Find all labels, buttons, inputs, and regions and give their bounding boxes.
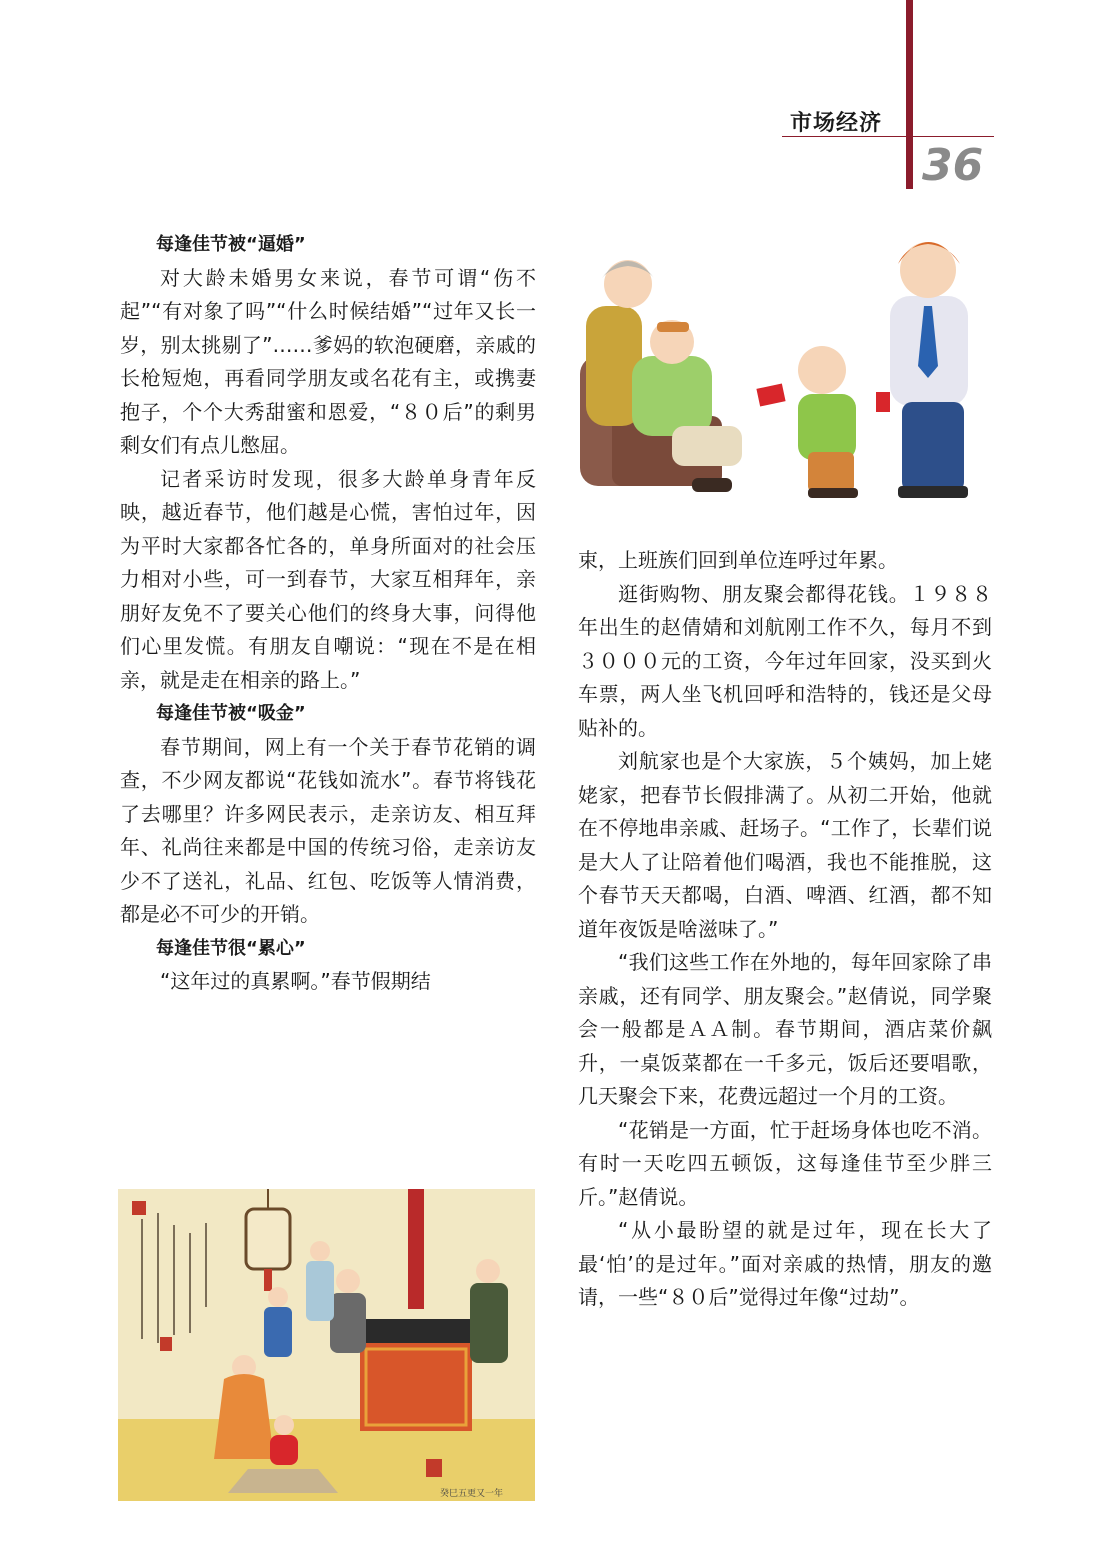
paragraph: “这年过的真累啊。”春节假期结 (160, 969, 431, 993)
grandfather-legs (672, 426, 742, 466)
section-title: 市场经济 (790, 111, 883, 136)
child-head (274, 1415, 294, 1435)
lantern-icon (246, 1209, 290, 1269)
child-robe (270, 1435, 298, 1465)
paragraph: 对大龄未婚男女来说，春节可谓“伤不起”“有对象了吗”“什么时候结婚”“过年又长一岁，别太挑剔了”……爹妈的软泡硬磨，亲戚的长枪短炮，再看同学朋友或名花有主，或携妻抱子，个个大秀甜蜜和恩爱，“８０后”的剩男剩女们有点儿憋屈。 (120, 265, 536, 457)
red-envelope (756, 383, 785, 406)
new-year-painting (118, 1189, 535, 1501)
grandmother-head (604, 260, 652, 308)
figure-robe (264, 1307, 292, 1357)
grandfather-cap (657, 322, 689, 332)
father-head (900, 242, 956, 298)
figure-head (310, 1241, 330, 1261)
child-body (798, 394, 856, 460)
grandfather-shoes (692, 478, 732, 492)
paragraph: 记者采访时发现，很多大龄单身青年反映，越近春节，他们越是心慌，害怕过年，因为平时大家都各忙各的，单身所面对的社会压力相对小些，可一到春节，大家互相拜年，亲朋好友免不了要关心他们的终身大事，问得他们心里发慌。有朋友自嘲说：“现在不是在相亲，就是走在相亲的路上。” (120, 466, 536, 692)
paragraph: 春节期间，网上有一个关于春节花销的调查，不少网友都说“花钱如流水”。春节将钱花了去哪里？许多网民表示，走亲访友、相互拜年、礼尚往来都是中国的传统习俗，走亲访友少不了送礼，礼品、红包、吃饭等人情消费，都是必不可少的开销。 (120, 734, 536, 926)
red-envelope-2 (876, 392, 890, 412)
paragraph: “花销是一方面，忙于赶场身体也吃不消。有时一天吃四五顿饭，这每逢佳节至少胖三斤。”赵倩说。 (578, 1117, 992, 1209)
lantern-tassel (264, 1269, 272, 1291)
figure-robe (470, 1283, 508, 1363)
paragraph: “我们这些工作在外地的，每年回家除了串亲戚，还有同学、朋友聚会。”赵倩说，同学聚会一般都是ＡＡ制。春节期间，酒店菜价飙升，一桌饭菜都在一千多元，饭后还要唱歌，几天聚会下来，花费远超过一个月的工资。 (578, 950, 992, 1108)
painting-caption: 癸巳五更又一年 (440, 1489, 504, 1499)
table-cloth (360, 1343, 472, 1431)
left-column (120, 228, 536, 999)
subheading-3: 每逢佳节很“累心” (156, 937, 306, 959)
family-red-envelope-illustration (572, 226, 994, 506)
seal-stamp-icon (426, 1459, 442, 1477)
subheading-1: 每逢佳节被“逼婚” (156, 234, 306, 255)
figure-head (476, 1259, 500, 1283)
father-shoes (898, 486, 968, 498)
father-trousers (902, 402, 964, 492)
figure-head (336, 1269, 360, 1293)
seal-stamp-icon (160, 1337, 172, 1351)
figure-robe (306, 1261, 334, 1321)
child-shoes (808, 488, 858, 498)
paragraph-continued: 束，上班族们回到单位连呼过年累。 (578, 548, 898, 572)
right-column (578, 544, 992, 1315)
page-number: 36 (922, 140, 984, 191)
child-pants (808, 452, 854, 492)
subheading-2: 每逢佳节被“吸金” (156, 703, 306, 724)
paragraph: 刘航家也是个大家族，５个姨妈，加上姥姥家，把春节长假排满了。从初二开始，他就在不停地串亲戚、赶场子。“工作了，长辈们说是大人了让陪着他们喝酒，我也不能推脱，这个春节天天都喝，白酒、啤酒、红酒，都不知道年夜饭是啥滋味了。” (578, 749, 992, 941)
figure-robe (330, 1293, 366, 1353)
child-head (798, 346, 846, 394)
altar-pillar (408, 1189, 424, 1309)
grandfather-body (632, 356, 712, 436)
header-accent-bar (906, 0, 913, 189)
seal-stamp-icon (132, 1201, 146, 1215)
figure-head (268, 1287, 288, 1307)
paragraph: 逛街购物、朋友聚会都得花钱。１９８８年出生的赵倩婧和刘航刚工作不久，每月不到３０００元的工资，今年过年回家，没买到火车票，两人坐飞机回呼和浩特的，钱还是父母贴补的。 (578, 581, 992, 740)
paragraph: “从小最盼望的就是过年，现在长大了最‘怕’的是过年。”面对亲戚的热情，朋友的邀请，一些“８０后”觉得过年像“过劫”。 (578, 1218, 992, 1309)
table-top (356, 1319, 476, 1343)
